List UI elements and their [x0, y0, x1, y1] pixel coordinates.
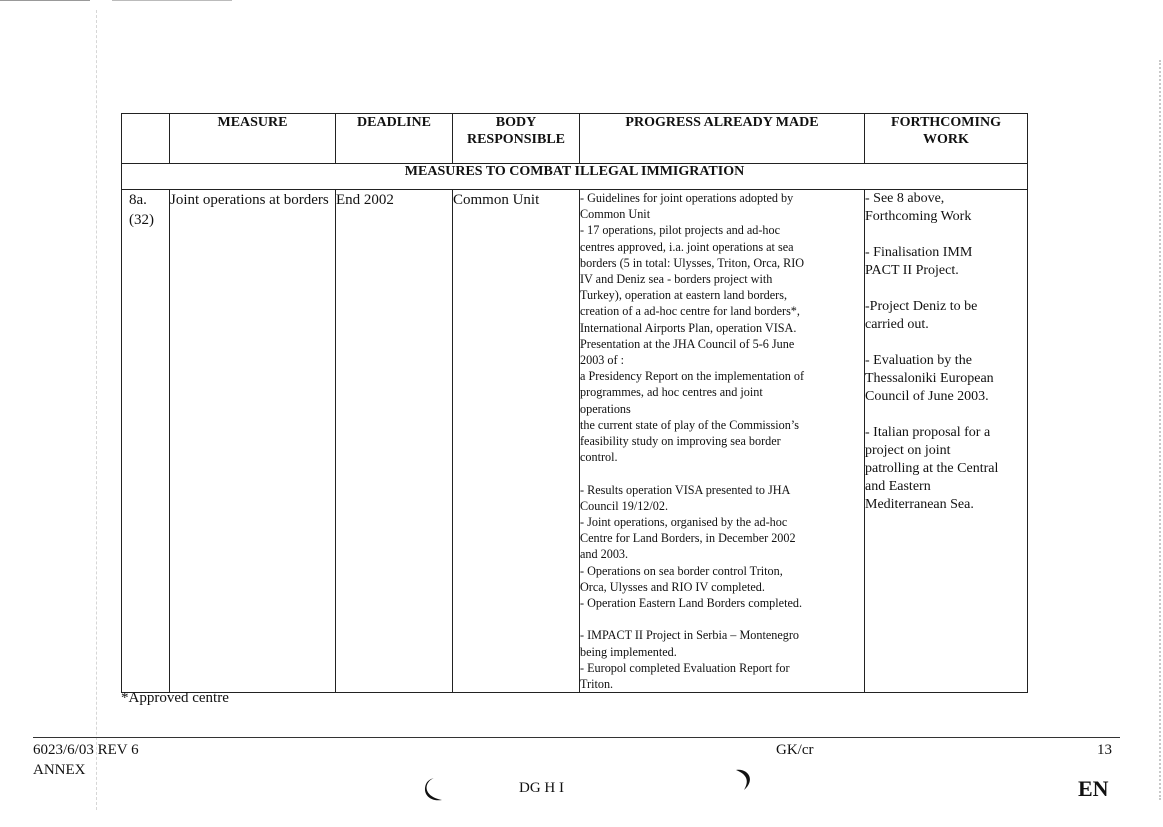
header-body-responsible: BODY RESPONSIBLE: [453, 114, 580, 164]
measures-table: [121, 113, 1028, 693]
row-number: 8a. (32): [122, 190, 170, 693]
header-number: [122, 114, 170, 164]
directorate-label: DG H I: [519, 780, 564, 796]
scan-artifact-line: [112, 0, 232, 1]
header-deadline: DEADLINE: [336, 114, 453, 164]
page-number: 13: [1097, 742, 1112, 758]
scan-artifact-line: [0, 0, 90, 1]
row-forthcoming-work: - See 8 above, Forthcoming Work - Finalisation IMM PACT II Project. -Project Deniz to be carried out. - Evaluation by the Thessaloniki European Council of June 2003. - Italian proposal for a project on joint patrolling at the Central and Eastern Mediterranean Sea.: [865, 190, 1028, 693]
doc-reference: 6023/6/03 REV 6: [33, 742, 139, 758]
table-row: [122, 190, 1028, 693]
scan-margin-guide: [96, 10, 97, 810]
header-forthcoming-work: FORTHCOMING WORK: [865, 114, 1028, 164]
table-header-row: [122, 114, 1028, 164]
language-code: EN: [1078, 776, 1109, 801]
section-row: [122, 164, 1028, 190]
footer-divider: [33, 737, 1120, 738]
crescent-left-icon: [420, 776, 446, 804]
scan-edge-artifact: [1159, 60, 1161, 800]
footnote: *Approved centre: [121, 690, 229, 706]
row-measure: Joint operations at borders: [170, 190, 336, 693]
header-progress: PROGRESS ALREADY MADE: [580, 114, 865, 164]
header-measure: MEASURE: [170, 114, 336, 164]
row-body-responsible: Common Unit: [453, 190, 580, 693]
annex-label: ANNEX: [33, 762, 86, 778]
author-initials: GK/cr: [776, 742, 814, 758]
row-progress: - Guidelines for joint operations adopted by Common Unit - 17 operations, pilot projects and ad-hoc centres approved, i.a. joint operations at sea borders (5 in total: Ulysses, Triton, Orca, RIO IV and Deniz sea - borders project with Turkey), operation at eastern land borders, creation of a ad-hoc centre for land borders*, International Airports Plan, operation VISA. Presentation at the JHA Council of 5-6 June 2003 of : a Presidency Report on the implementation of programmes, ad hoc centres and joint operations the current state of play of the Commission’s feasibility study on improving sea border control. - Results operation VISA presented to JHA Council 19/12/02. - Joint operations, organised by the ad-hoc Centre for Land Borders, in December 2002 and 2003. - Operations on sea border control Triton, Orca, Ulysses and RIO IV completed. - Operation Eastern Land Borders completed. - IMPACT II Project in Serbia – Montenegro being implemented. - Europol completed Evaluation Report for Triton.: [580, 190, 865, 693]
section-title: MEASURES TO COMBAT ILLEGAL IMMIGRATION: [122, 164, 1028, 190]
crescent-right-icon: [732, 766, 758, 794]
row-deadline: End 2002: [336, 190, 453, 693]
